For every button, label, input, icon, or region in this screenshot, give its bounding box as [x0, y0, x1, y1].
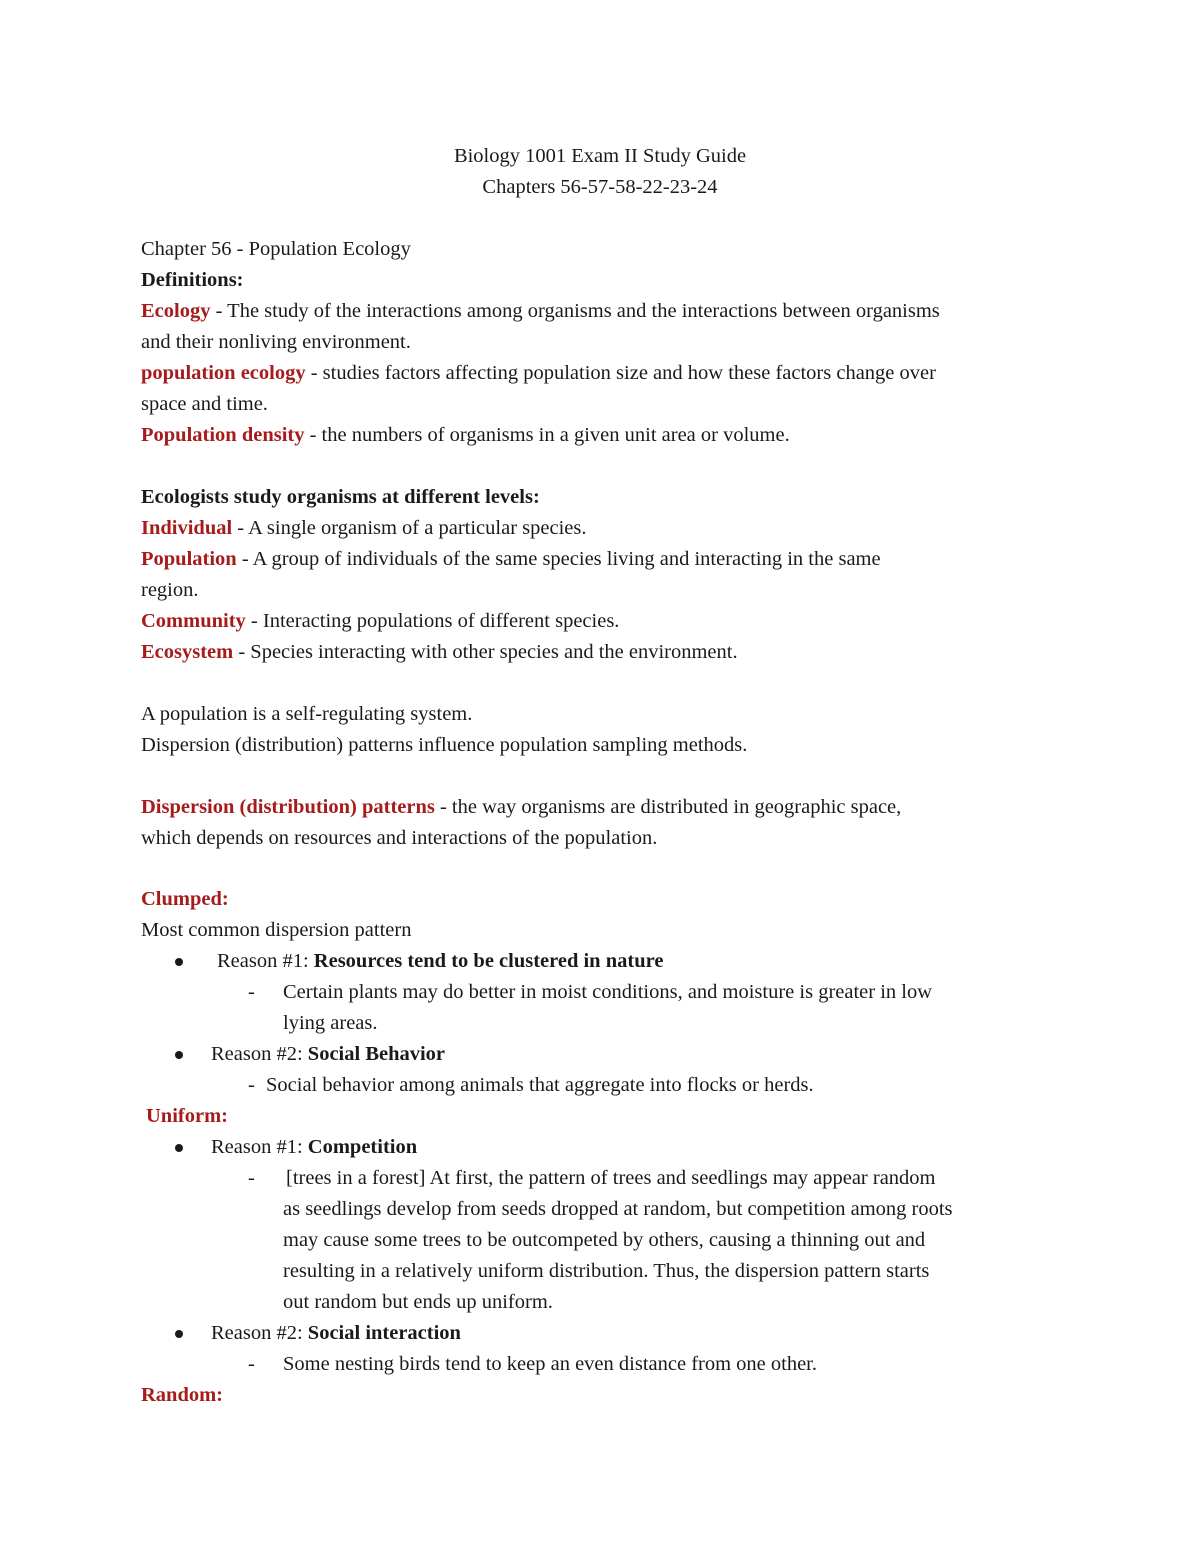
bullet-icon: [175, 1144, 183, 1152]
clumped-reason-1: [175, 946, 663, 977]
definition-text: - the numbers of organisms in a given unit area or volume.: [304, 424, 790, 446]
level-community: [141, 606, 619, 637]
clumped-reason-1-detail: Certain plants may do better in moist conditions, and moisture is greater in low: [283, 981, 933, 1003]
level-population: [141, 544, 881, 575]
definition-text: - studies factors affecting population size and how these factors change over: [305, 362, 936, 384]
dash-icon: -: [248, 1074, 255, 1096]
level-term: Community: [141, 610, 246, 632]
document-subtitle: Chapters 56-57-58-22-23-24: [482, 176, 718, 198]
level-text: - Species interacting with other species and the environment.: [233, 641, 738, 663]
level-term: Individual: [141, 517, 233, 539]
definition-dispersion-cont: which depends on resources and interactions of the population.: [141, 827, 658, 849]
uniform-reason-2-detail: Some nesting birds tend to keep an even distance from one other.: [283, 1353, 818, 1375]
reason-bold: Competition: [307, 1136, 418, 1158]
definition-term: Dispersion (distribution) patterns: [141, 796, 435, 818]
reason-bold: Social Behavior: [307, 1043, 446, 1065]
definition-text: - The study of the interactions among organisms and the interactions between organisms: [210, 300, 940, 322]
definitions-label: Definitions:: [141, 269, 244, 291]
levels-label: Ecologists study organisms at different levels:: [141, 486, 540, 508]
uniform-reason-1-detail-cont: as seedlings develop from seeds dropped at random, but competition among roots: [283, 1198, 953, 1220]
chapter-heading: Chapter 56 - Population Ecology: [141, 238, 411, 260]
bullet-icon: [175, 1051, 183, 1059]
definition-term: Population density: [141, 424, 305, 446]
definition-term: Ecology: [141, 300, 211, 322]
level-term: Population: [141, 548, 237, 570]
reason-prefix: Reason #2:: [211, 1043, 308, 1065]
definition-ecology-cont: and their nonliving environment.: [141, 331, 411, 353]
uniform-reason-2: [175, 1318, 461, 1349]
level-ecosystem: [141, 637, 738, 668]
statement-self-regulating: A population is a self-regulating system.: [141, 703, 473, 725]
dash-icon: -: [248, 981, 255, 1003]
definition-ecology: [141, 296, 940, 327]
clumped-heading: Clumped:: [141, 888, 229, 910]
uniform-reason-1-detail-cont: resulting in a relatively uniform distribution. Thus, the dispersion pattern starts: [283, 1260, 930, 1282]
uniform-reason-1-detail: [trees in a forest] At first, the pattern of trees and seedlings may appear random: [286, 1167, 936, 1189]
level-individual: [141, 513, 586, 544]
dash-icon: -: [248, 1167, 255, 1189]
uniform-reason-1-detail-cont: may cause some trees to be outcompeted by others, causing a thinning out and: [283, 1229, 926, 1251]
uniform-reason-1: [175, 1132, 417, 1163]
clumped-reason-1-detail-cont: lying areas.: [283, 1012, 378, 1034]
reason-prefix: Reason #1:: [211, 1136, 308, 1158]
clumped-reason-2-detail: Social behavior among animals that aggregate into flocks or herds.: [266, 1074, 814, 1096]
level-text: - A group of individuals of the same species living and interacting in the same: [236, 548, 881, 570]
random-heading: Random:: [141, 1384, 224, 1406]
bullet-icon: [175, 958, 183, 966]
clumped-intro: Most common dispersion pattern: [141, 919, 412, 941]
level-population-cont: region.: [141, 579, 199, 601]
definition-text: - the way organisms are distributed in geographic space,: [434, 796, 902, 818]
reason-prefix: Reason #2:: [211, 1322, 308, 1344]
statement-sampling: Dispersion (distribution) patterns influence population sampling methods.: [141, 734, 748, 756]
reason-prefix: Reason #1:: [217, 950, 314, 972]
level-term: Ecosystem: [141, 641, 234, 663]
dash-icon: -: [248, 1353, 255, 1375]
definition-population-ecology: [141, 358, 936, 389]
definition-population-density: [141, 420, 790, 451]
uniform-reason-1-detail-cont: out random but ends up uniform.: [283, 1291, 553, 1313]
definition-term: population ecology: [141, 362, 306, 384]
level-text: - Interacting populations of different species.: [245, 610, 620, 632]
level-text: - A single organism of a particular species.: [232, 517, 587, 539]
clumped-reason-2: [175, 1039, 445, 1070]
reason-bold: Social interaction: [307, 1322, 461, 1344]
reason-bold: Resources tend to be clustered in nature: [313, 950, 664, 972]
definition-dispersion: [141, 792, 901, 823]
bullet-icon: [175, 1330, 183, 1338]
definition-population-ecology-cont: space and time.: [141, 393, 268, 415]
uniform-heading: Uniform:: [146, 1105, 228, 1127]
document-title: Biology 1001 Exam II Study Guide: [453, 145, 747, 167]
